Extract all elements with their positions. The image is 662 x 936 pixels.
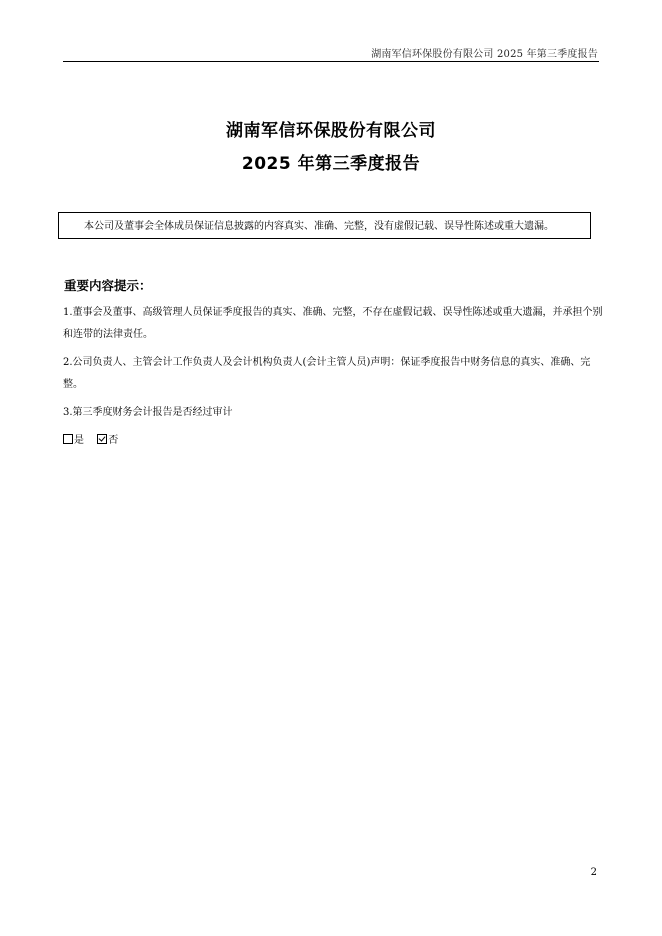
notice-item-1: 1.董事会及董事、高级管理人员保证季度报告的真实、准确、完整，不存在虚假记载、误导性陈述或重大遗漏，并承担个别和连带的法律责任。 [63, 307, 603, 340]
board-statement-box [58, 212, 591, 239]
checkbox-checked-icon[interactable] [97, 434, 107, 444]
page-number: 2 [590, 867, 597, 878]
company-title: 湖南军信环保股份有限公司 [226, 121, 436, 141]
audit-choice-yes[interactable] [63, 435, 87, 446]
audit-choice-no-label: 否 [108, 435, 119, 446]
audit-choice-yes-label: 是 [74, 435, 84, 446]
important-notice-heading: 重要内容提示： [64, 278, 152, 293]
header-divider [63, 61, 599, 62]
report-title: 2025 年第三季度报告 [241, 154, 421, 174]
notice-item-2: 2.公司负责人、主管会计工作负责人及会计机构负责人(会计主管人员)声明：保证季度报告中财务信息的真实、准确、完整。 [63, 357, 591, 390]
notice-item-3: 3.第三季度财务会计报告是否经过审计 [63, 407, 233, 418]
checkbox-unchecked-icon[interactable] [63, 434, 73, 444]
audit-choices [63, 430, 128, 452]
running-header: 湖南军信环保股份有限公司 2025 年第三季度报告 [371, 49, 598, 60]
audit-choice-no[interactable] [97, 435, 118, 446]
board-statement-text: 本公司及董事会全体成员保证信息披露的内容真实、准确、完整，没有虚假记载、误导性陈述或重大遗漏。 [84, 221, 554, 232]
